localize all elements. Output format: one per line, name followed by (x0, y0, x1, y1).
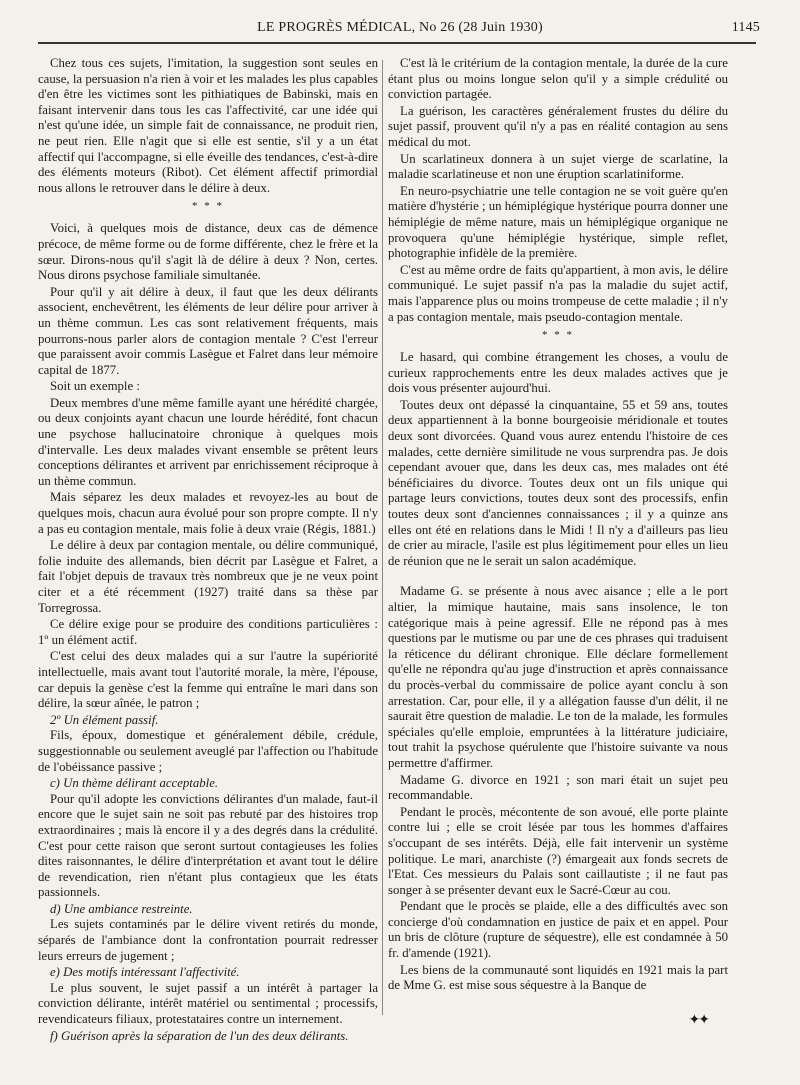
paragraph: Madame G. se présente à nous avec aisance ; elle a le port altier, la mimique hautaine, mais sans insolence, le ton catégorique mais à peine agressif. Elle ne répond pas à mes questions par le mutisme ou par une de ces phrases qui traduisent la réticence du délirant chronique. Elle déclare formellement qu'elle ne répondra qu'au juge d'instruction et après connaissance du procès-verbal du commissaire de police ayant conclu à son arrestation. Car, pour elle, il y a allégation fausse d'un délit, il ne saurait être question de maladie. Le ton de la malade, les formules spéciales qu'elle emploie, empruntées à la littérature judiciaire, tout trahit la psychose quérulente que l'histoire suivante va nous permettre d'affirmer. (388, 584, 728, 770)
journal-title: LE PROGRÈS MÉDICAL, No 26 (28 Juin 1930) (257, 20, 543, 35)
list-item: 2º Un élément passif. (50, 712, 159, 727)
paragraph: Les sujets contaminés par le délire vivent retirés du monde, séparés de l'ambiance dont la confrontation pourrait redresser leurs erreurs de jugement ; (38, 917, 378, 963)
paragraph: Les biens de la communauté sont liquidés en 1921 mais la part de Mme G. est mise sous séquestre à la Banque de (388, 962, 728, 993)
paragraph: Pendant le procès, mécontente de son avoué, elle porte plainte contre lui ; elle se croit lésée par tous les hommes d'affaires s'occupant de ses intérêts. Déjà, elle fait intervenir un système politique. Le mari, anarchiste (?) émargeait aux fonds secrets de l'Etat. Ces messieurs du Palais sont caillautiste ; il ne faut pas songer à se présenter devant eux le Sacré-Cœur au cou. (388, 804, 728, 897)
paragraph: En neuro-psychiatrie une telle contagion ne se voit guère qu'en matière d'hystérie ; un hémiplégique hystérique pourra donner une hémiplégie de même nature, mais un hémiplégique organique ne provoquera qu'une hémiplégie hystérique, simple reflet, photographie infidèle de la première. (388, 183, 728, 261)
running-header (40, 20, 760, 42)
paragraph: C'est là le critérium de la contagion mentale, la durée de la cure étant plus ou moins longue selon qu'il y a simple crédulité ou conviction partagée. (388, 56, 728, 102)
list-item: e) Des motifs intéressant l'affectivité. (50, 965, 240, 980)
paragraph: Deux membres d'une même famille ayant une hérédité chargée, ou deux conjoints ayant chacun une lourde hérédité, font chacun une psychose hallucinatoire chronique à quelques mois d'intervalle. Les deux malades vivant ensemble se prêtent leurs conceptions délirantes et arrivent par enrichissement réciproque à un thème commun. (38, 395, 378, 488)
ornament-mark: ✦✦ (688, 1013, 708, 1028)
paragraph: La guérison, les caractères généralement frustes du délire du sujet passif, prouvent qu'il n'y a pas en réalité contagion au sens médical du mot. (388, 103, 728, 149)
paragraph: Mais séparez les deux malades et revoyez-les au bout de quelques mois, chacun aura évolué pour son propre compte. Il n'y a pas eu contagion mentale, mais folie à deux vraie (Régis, 1881.) (38, 490, 378, 536)
paragraph: Le hasard, qui combine étrangement les choses, a voulu de curieux rapprochements entre les deux malades actives que je dois vous présenter aujourd'hui. (388, 350, 728, 396)
list-item: c) Un thème délirant acceptable. (50, 776, 219, 791)
paragraph: Ce délire exige pour se produire des conditions particulières : 1º un élément actif. (38, 617, 378, 647)
paragraph: Voici, à quelques mois de distance, deux cas de démence précoce, de même forme ou de forme différente, chez le frère et la sœur. Dirons-nous qu'il s'agit là de délire à deux ? Non, certes. Nous dirons psychose familiale simultanée. (38, 221, 378, 283)
paragraph: Pour qu'il y ait délire à deux, il faut que les deux délirants associent, enchevêtrent, les éléments de leur délire pour arriver à un thème commun. Les cas sont relativement fréquents, mais pourrons-nous parler alors de contagion mentale ? C'est l'erreur que paraissent avoir commis Lasègue et Falret dans leur mémoire capital de 1877. (38, 284, 378, 377)
paragraph: Le délire à deux par contagion mentale, ou délire communiqué, folie induite des allemands, bien décrit par Lasègue et Falret, a fait l'objet depuis de travaux très nombreux que je ne veux point citer et a été récemment (1927) traité dans sa thèse par Torregrossa. (38, 538, 378, 615)
paragraph: Un scarlatineux donnera à un sujet vierge de scarlatine, la maladie scarlatineuse et non une éruption scarlatiniforme. (388, 151, 728, 182)
left-column (38, 56, 378, 1044)
header-rule (38, 42, 756, 44)
paragraph: Le plus souvent, le sujet passif a un intérêt à partager la conviction délirante, intérêt matériel ou sentimental ; processifs, revendicateurs filiaux, protestataires contre un internement. (38, 980, 378, 1027)
list-item: d) Une ambiance restreinte. (50, 901, 193, 916)
paragraph: C'est celui des deux malades qui a sur l'autre la supériorité intellectuelle, mais avant tout l'autorité morale, la mère, l'épouse, car depuis la genèse c'est la femme qui entraîne le mari dans son délire, la sœur aînée, le patron ; (38, 649, 378, 711)
list-item: f) Guérison après la séparation de l'un des deux délirants. (50, 1028, 349, 1043)
column-divider (382, 60, 383, 1015)
section-separator: * * * (192, 200, 224, 213)
paragraph: Chez tous ces sujets, l'imitation, la suggestion sont seules en cause, la persuasion n'a rien à voir et les malades les plus capables d'en être les victimes sont les pithiatiques de Babinski, mais en faisant intervenir dans tous les cas l'affectivité, car une idée qui n'est qu'une idée, un simple fait de connaissance, ne produit rien, ne peut rien. Elle n'agit que si elle est sentie, s'il y a un état affectif qui l'accompagne, si elle éveille des tendances, c'est-à-dire des éléments moteurs (Ribot). Cet élément affectif primordial nous allons le retrouver dans le délire à deux. (38, 56, 378, 195)
paragraph: Pour qu'il adopte les convictions délirantes d'un malade, faut-il encore que le sujet sain ne soit pas rebuté par des histoires trop extraordinaires ; mais là encore il y a des degrés dans la crédulité. C'est pour cette raison que seront surtout contagieuses les folies dites raisonnantes, le délire d'interprétation et avant tout le délire de revendication, rien n'étant plus contagieux que les états passionnels. (38, 791, 378, 900)
paragraph: Fils, époux, domestique et généralement débile, crédule, suggestionnable ou seulement aveuglé par l'affection ou l'habitude de l'obéissance passive ; (38, 728, 378, 774)
paragraph: Pendant que le procès se plaide, elle a des difficultés avec son concierge d'où condamnation en justice de paix et en appel. Pour un bris de clôture (rupture de séquestre), elle est condamnée à 50 fr. d'amende (1921). (388, 899, 728, 961)
right-column (388, 56, 728, 995)
paragraph: C'est au même ordre de faits qu'appartient, à mon avis, le délire communiqué. Le sujet passif n'a pas la maladie du sujet actif, mais l'apparence plus ou moins trompeuse de cette maladie ; il n'y a pas contagion mentale, mais pseudo-contagion mentale. (388, 262, 728, 324)
spacer (388, 570, 728, 584)
paragraph: Madame G. divorce en 1921 ; son mari était un sujet peu recommandable. (388, 772, 728, 803)
paragraph: Soit un exemple : (50, 379, 140, 394)
page-number: 1145 (731, 20, 760, 35)
paragraph: Toutes deux ont dépassé la cinquantaine, 55 et 59 ans, toutes deux appartiennent à la bonne bourgeoisie méridionale et toutes deux sont divorcées. Quand vous aurez entendu l'histoire de ces malades, cette dernière similitude ne vous surprendra pas. Je dois cependant avouer que, dans les deux cas, mes malades ont été bénéficiaires du divorce. Toutes deux ont un fils unique qui partage leurs convictions, toutes deux sont des processifs, enfin toutes deux sont d'anciennes connaissances ; il y a quinze ans elles ont été en relations dans le Midi ! Il n'y a d'ailleurs pas lieu de crier au miracle, l'asile est plus légitimement pour elles un lieu de réunion que ne le serait un salon académique. (388, 397, 728, 568)
section-separator: * * * (542, 329, 574, 342)
